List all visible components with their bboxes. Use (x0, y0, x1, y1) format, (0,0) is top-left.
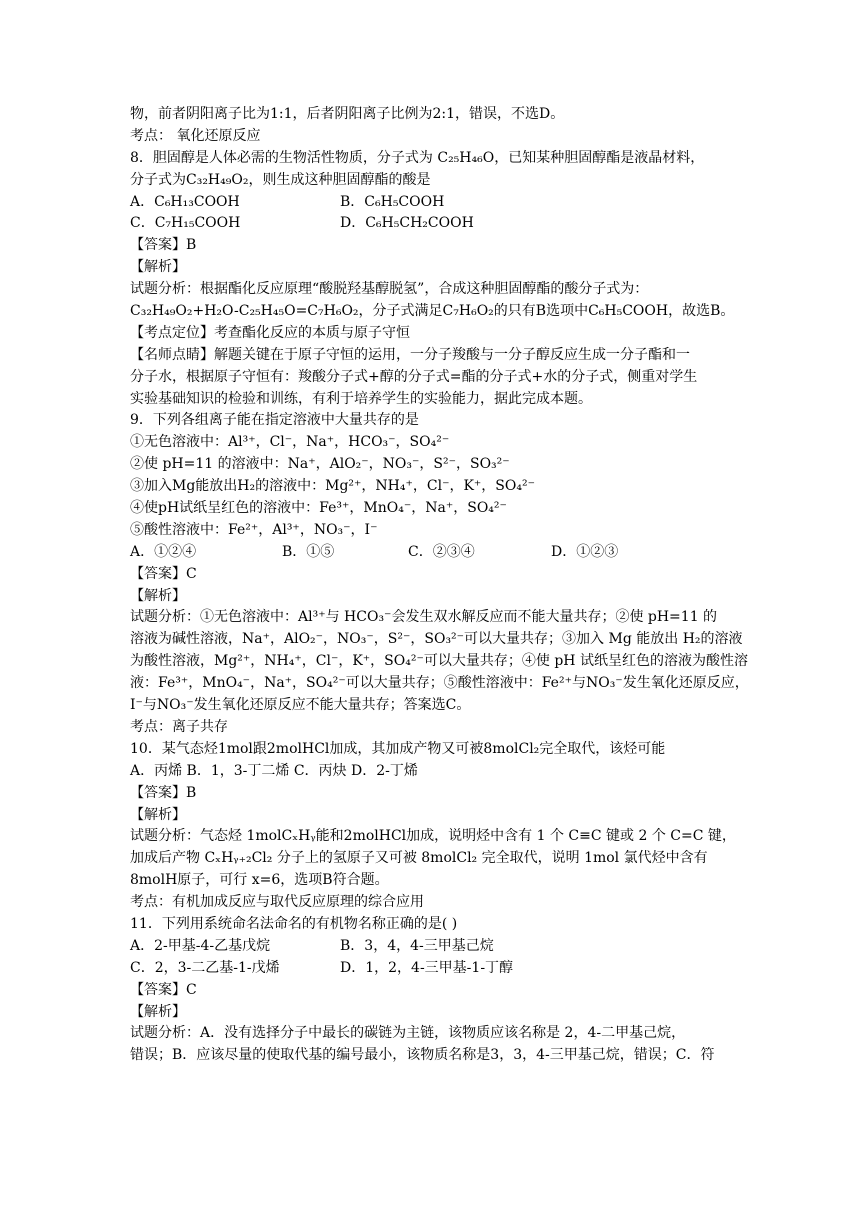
text-line: 考点：有机加成反应与取代反应原理的综合应用 (130, 894, 424, 911)
text-line: 11．下列用系统命名法命名的有机物名称正确的是( ) (130, 915, 458, 932)
document-body (130, 104, 749, 1067)
text-line: ⑤酸性溶液中：Fe²⁺，Al³⁺，NO₃⁻，I⁻ (130, 521, 378, 538)
text-line: 【解析】 (130, 587, 186, 604)
text-line: 【答案】B (130, 237, 197, 254)
text-line: 【答案】C (130, 565, 197, 582)
text-line: 【解析】 (130, 259, 186, 276)
answer-option: B．3，4，4-三甲基己烷 (340, 937, 494, 954)
answer-options-row (130, 192, 730, 214)
text-line: 试题分析：气态烃 1molCₓHᵧ能和2molHCl加成，说明烃中含有 1 个 C≡C 键或 2 个 C=C 键， (130, 828, 736, 845)
answer-option: C．②③④ (408, 543, 475, 560)
text-line: 错误；B．应该尽量的使取代基的编号最小，该物质名称是3，3，4-三甲基己烷，错误；C．符 (130, 1047, 715, 1064)
answer-option: C．C₇H₁₅COOH (130, 215, 241, 232)
text-line: 【解析】 (130, 806, 186, 823)
answer-option: D．C₆H₅CH₂COOH (340, 215, 474, 232)
text-line: ④使pH试纸呈红色的溶液中：Fe³⁺，MnO₄⁻，Na⁺，SO₄²⁻ (130, 500, 507, 517)
text-line: 考点：离子共存 (130, 718, 228, 735)
text-line: 试题分析：根据酯化反应原理“酸脱羟基醇脱氢”，合成这种胆固醇酯的酸分子式为： (130, 281, 649, 298)
text-line: 9．下列各组离子能在指定溶液中大量共存的是 (130, 412, 419, 429)
text-line: C₃₂H₄₉O₂+H₂O-C₂₅H₄₅O=C₇H₆O₂，分子式满足C₇H₆O₂的只有B选项中C₆H₅COOH，故选B。 (130, 303, 735, 320)
text-line: 【考点定位】考查酯化反应的本质与原子守恒 (130, 324, 410, 341)
text-line: 物，前者阴阳离子比为1:1，后者阴阳离子比例为2:1，错误，不选D。 (130, 106, 565, 122)
text-line: 分子式为C₃₂H₄₉O₂，则生成这种胆固醇酯的酸是 (130, 171, 431, 188)
answer-option: A．C₆H₁₃COOH (130, 193, 240, 210)
text-line: 【解析】 (130, 1003, 186, 1020)
text-line: A．丙烯 B．1，3-丁二烯 C．丙炔 D．2-丁烯 (130, 762, 418, 779)
text-line: 8molH原子，可行 x=6，选项B符合题。 (130, 872, 389, 889)
text-line: 溶液为碱性溶液，Na⁺，AlO₂⁻，NO₃⁻，S²⁻，SO₃²⁻可以大量共存；③加入 Mg 能放出 H₂的溶液 (130, 631, 743, 648)
answer-options-row (130, 936, 730, 958)
answer-options-row (130, 958, 730, 980)
text-line: I⁻与NO₃⁻发生氧化还原反应不能大量共存；答案选C。 (130, 697, 471, 714)
answer-option: C．2，3-二乙基-1-戊烯 (130, 959, 280, 976)
answer-options-row (130, 213, 730, 235)
text-line: 考点： 氧化还原反应 (130, 127, 261, 144)
answer-option: D．1，2，4-三甲基-1-丁醇 (340, 959, 514, 976)
text-line: ②使 pH=11 的溶液中：Na⁺，AlO₂⁻，NO₃⁻，S²⁻，SO₃²⁻ (130, 456, 510, 473)
text-line: ③加入Mg能放出H₂的溶液中：Mg²⁺，NH₄⁺，Cl⁻，K⁺，SO₄²⁻ (130, 478, 535, 495)
text-line: 加成后产物 CₓHᵧ₊₂Cl₂ 分子上的氢原子又可被 8molCl₂ 完全取代，说明 1mol 氯代烃中含有 (130, 850, 708, 867)
text-line: 分子水，根据原子守恒有：羧酸分子式+醇的分子式=酯的分子式+水的分子式，侧重对学生 (130, 368, 698, 385)
answer-option: B．C₆H₅COOH (340, 193, 445, 210)
answer-options-row (130, 542, 730, 564)
answer-option: D．①②③ (551, 543, 619, 560)
text-line: 8．胆固醇是人体必需的生物活性物质，分子式为 C₂₅H₄₆O，已知某种胆固醇酯是液晶材料， (130, 149, 705, 166)
text-line: 【答案】B (130, 784, 197, 801)
answer-option: A．①②④ (130, 543, 197, 560)
text-line: 为酸性溶液，Mg²⁺，NH₄⁺，Cl⁻，K⁺，SO₄²⁻可以大量共存；④使 pH 试纸呈红色的溶液为酸性溶 (130, 653, 748, 670)
text-line: 试题分析：①无色溶液中：Al³⁺与 HCO₃⁻会发生双水解反应而不能大量共存；②使 pH=11 的 (130, 609, 718, 626)
text-line: 【答案】C (130, 981, 197, 998)
text-line: 【名师点睛】解题关键在于原子守恒的运用，一分子羧酸与一分子醇反应生成一分子酯和一 (130, 346, 690, 363)
text-line: 实验基础知识的检验和训练，有利于培养学生的实验能力，据此完成本题。 (130, 390, 592, 407)
text-line: 液：Fe³⁺，MnO₄⁻，Na⁺，SO₄²⁻可以大量共存；⑤酸性溶液中：Fe²⁺与NO₃⁻发生氧化还原反应， (130, 675, 749, 692)
text-line: 10．某气态烃1mol跟2molHCl加成，其加成产物又可被8molCl₂完全取代，该烃可能 (130, 740, 666, 757)
answer-option: A．2-甲基-4-乙基戊烷 (130, 937, 271, 954)
text-line: 试题分析：A．没有选择分子中最长的碳链为主链，该物质应该名称是 2，4-二甲基己烷， (130, 1025, 686, 1042)
answer-option: B．①⑤ (282, 543, 335, 560)
text-line: ①无色溶液中：Al³⁺，Cl⁻，Na⁺，HCO₃⁻，SO₄²⁻ (130, 434, 450, 451)
